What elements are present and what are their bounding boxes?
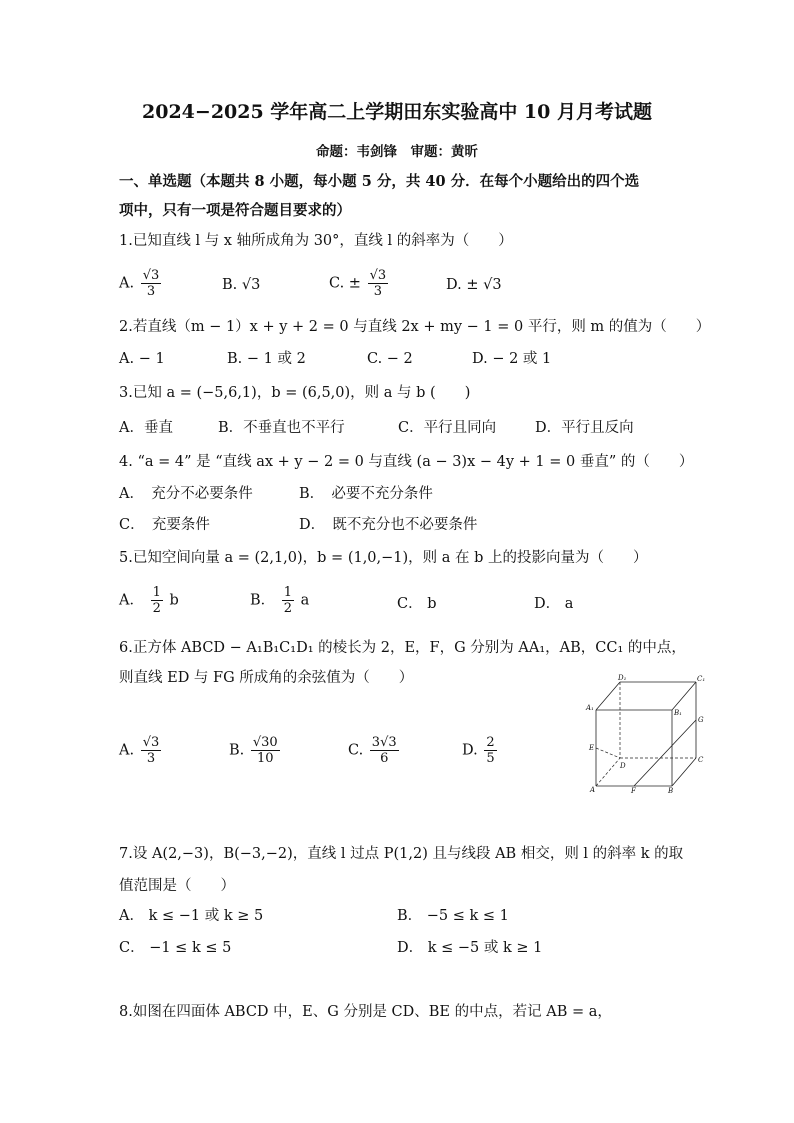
label-a: A (590, 786, 596, 794)
q7-stem-line1: 7.设 A(2,−3)，B(−3,−2)，直线 l 过点 P(1,2) 且与线段 AB 相交，则 l 的斜率 k 的取 (119, 846, 684, 862)
q1-stem: 1.已知直线 l 与 x 轴所成角为 30°，直线 l 的斜率为（ ） (119, 233, 513, 249)
q5-a-num: 1 (152, 585, 161, 600)
q1-a-den: 3 (146, 284, 156, 299)
label-b1: B₁ (674, 709, 682, 717)
edge-bc (672, 758, 696, 786)
q5-option-a (119, 585, 179, 616)
q7-option-d: D． k ≤ −5 或 k ≥ 1 (397, 940, 543, 956)
q6-option-c-label: C. (348, 742, 364, 759)
cube-figure (584, 672, 714, 802)
q3-option-c: C．平行且同向 (398, 420, 497, 436)
q6-option-c (348, 735, 401, 766)
label-b: B (668, 787, 674, 795)
q3-option-d: D．平行且反向 (535, 420, 634, 436)
q6-a-num: √3 (142, 735, 160, 750)
q6-option-d-label: D. (462, 742, 478, 759)
authors-line: 命题：韦剑锋 审题：黄昕 (316, 144, 478, 160)
q6-d-den: 5 (486, 751, 495, 766)
label-d: D (620, 762, 626, 770)
q4-option-c: C． 充要条件 (119, 517, 210, 533)
q1-c-den: 3 (373, 284, 382, 299)
q1-option-d-label: D. ± (446, 277, 479, 293)
q6-b-fraction (251, 735, 280, 766)
q5-option-c: C． b (397, 596, 437, 612)
q4-option-b: B． 必要不充分条件 (299, 486, 433, 502)
label-e: E (589, 744, 595, 752)
q6-option-b-label: B. (229, 742, 245, 759)
q3-stem: 3.已知 a = (−5,6,1)，b = (6,5,0)，则 a 与 b ( ) (119, 385, 471, 401)
q4-stem: 4. “a = 4” 是 “直线 ax + y − 2 = 0 与直线 (a − 3)x − 4y + 1 = 0 垂直” 的（ ） (119, 454, 694, 470)
q5-option-a-label: A． (119, 592, 144, 609)
page-title: 2024−2025 学年高二上学期田东实验高中 10 月月考试题 (142, 101, 652, 123)
q2-option-b: B. − 1 或 2 (227, 351, 306, 367)
segment-ed (596, 748, 620, 758)
label-f: F (631, 787, 636, 795)
label-d1: D₁ (618, 674, 627, 682)
q1-option-c-label: C. ± (329, 275, 361, 292)
q6-d-fraction (484, 735, 496, 766)
q5-a-fraction (151, 585, 163, 616)
q5-option-b (250, 585, 309, 616)
q6-option-a-label: A. (119, 742, 135, 759)
q2-option-c: C. − 2 (367, 351, 413, 367)
q1-b-value: √3 (241, 277, 261, 293)
q7-option-b: B． −5 ≤ k ≤ 1 (397, 908, 509, 924)
q5-b-den: 2 (283, 601, 293, 616)
edge-b1c1 (672, 682, 696, 710)
q5-b-fraction (282, 585, 294, 616)
q6-b-den: 10 (257, 751, 274, 766)
q5-b-num: 1 (283, 585, 293, 600)
q6-b-num: √30 (252, 735, 278, 750)
q2-stem: 2.若直线（m − 1）x + y + 2 = 0 与直线 2x + my − 1 = 0 平行，则 m 的值为（ ） (119, 319, 711, 335)
q7-option-a: A． k ≤ −1 或 k ≥ 5 (119, 908, 264, 924)
q6-d-num: 2 (486, 735, 495, 750)
q6-stem-line2: 则直线 ED 与 FG 所成角的余弦值为（ ） (119, 670, 414, 686)
q3-option-b: B．不垂直也不平行 (218, 420, 345, 436)
q5-option-d: D． a (534, 596, 574, 612)
q1-option-c-fraction (368, 268, 389, 299)
q5-a-den: 2 (152, 601, 161, 616)
q5-a-vector: b (169, 592, 179, 609)
q6-c-den: 6 (380, 751, 389, 766)
q1-option-a (119, 268, 163, 299)
q1-option-a-label: A. (119, 275, 135, 292)
q4-option-a: A． 充分不必要条件 (119, 486, 253, 502)
q6-option-d (462, 735, 499, 766)
q4-option-d: D． 既不充分也不必要条件 (299, 517, 478, 533)
label-a1: A₁ (586, 704, 594, 712)
section-heading-line2: 项中，只有一项是符合题目要求的） (119, 202, 351, 219)
q6-a-den: 3 (146, 751, 156, 766)
q8-stem: 8.如图在四面体 ABCD 中，E、G 分别是 CD、BE 的中点，若记 AB = a， (119, 1004, 612, 1020)
q6-stem-line1: 6.正方体 ABCD − A₁B₁C₁D₁ 的棱长为 2，E，F，G 分别为 AA₁，AB，CC₁ 的中点， (119, 640, 686, 656)
q1-option-a-fraction (141, 268, 162, 299)
q1-option-b-label: B. (222, 277, 238, 293)
q6-c-fraction (370, 735, 399, 766)
segment-fg (634, 720, 696, 786)
q1-d-value: √3 (483, 277, 502, 293)
label-c1: C₁ (697, 675, 706, 683)
q5-b-vector: a (300, 592, 310, 609)
q1-option-d (446, 275, 502, 295)
edge-ad (596, 758, 620, 786)
q6-a-fraction (141, 735, 162, 766)
q6-c-num: 3√3 (371, 735, 397, 750)
q1-c-num: √3 (369, 268, 387, 283)
q6-option-a (119, 735, 163, 766)
q7-option-c: C． −1 ≤ k ≤ 5 (119, 940, 232, 956)
q1-option-b (222, 275, 260, 295)
q1-a-num: √3 (142, 268, 160, 283)
q7-stem-line2: 值范围是（ ） (119, 878, 235, 894)
q1-option-c (329, 268, 390, 299)
q3-option-a: A．垂直 (119, 420, 173, 436)
label-g: G (698, 716, 704, 724)
q2-option-a: A. − 1 (119, 351, 165, 367)
section-heading-line1: 一、单选题（本题共 8 小题，每小题 5 分，共 40 分．在每个小题给出的四个选 (119, 173, 640, 190)
label-c: C (698, 756, 704, 764)
q6-option-b (229, 735, 282, 766)
q5-option-b-label: B． (250, 592, 276, 609)
q2-option-d: D. − 2 或 1 (472, 351, 552, 367)
q5-stem: 5.已知空间向量 a = (2,1,0)，b = (1,0,−1)，则 a 在 b 上的投影向量为（ ） (119, 550, 648, 566)
edge-a1d1 (596, 682, 620, 710)
